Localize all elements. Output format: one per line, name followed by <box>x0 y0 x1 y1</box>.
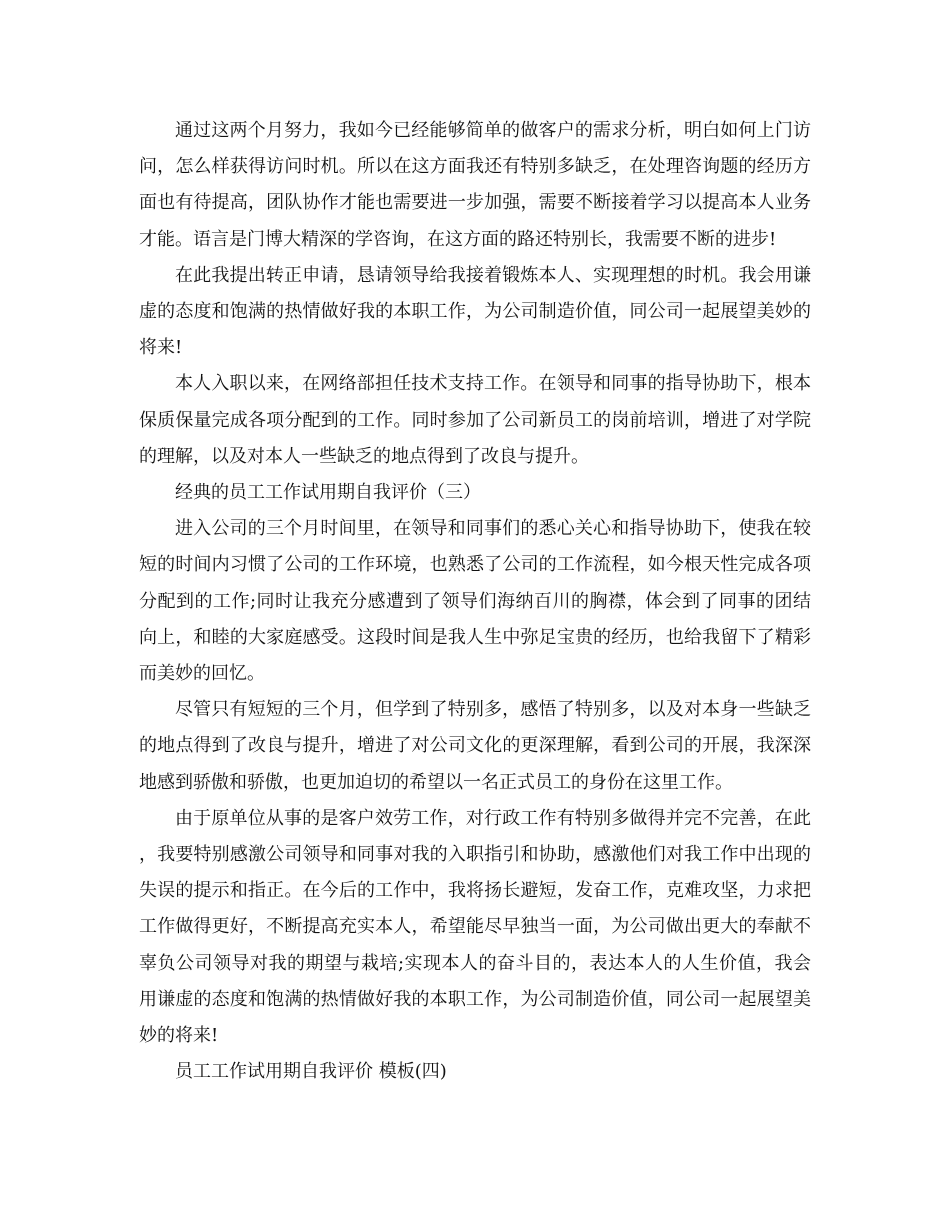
section-heading-4: 员工工作试用期自我评价 模板(四) <box>175 1061 447 1083</box>
paragraph-1: 通过这两个月努力，我如今已经能够简单的做客户的需求分析，明白如何上门访问，怎么样获得访问时机。所以在这方面我还有特别多缺乏，在处理咨询题的经历方面也有待提高，团队协作才能也需要进一步加强，需要不断接着学习以提高本人业务才能。语言是门博大精深的学咨询，在这方面的路还特别长，我需要不断的进步! <box>139 120 811 250</box>
paragraph-3: 本人入职以来，在网络部担任技术支持工作。在领导和同事的指导协助下，根本保质保量完成各项分配到的工作。同时参加了公司新员工的岗前培训，增进了对学院的理解，以及对本人一些缺乏的地点得到了改良与提升。 <box>139 373 811 467</box>
paragraph-6: 由于原单位从事的是客户效劳工作，对行政工作有特别多做得并完不完善，在此，我要特别感激公司领导和同事对我的入职指引和协助，感激他们对我工作中出现的失误的提示和指正。在今后的工作中，我将扬长避短，发奋工作，克难攻坚，力求把工作做得更好，不断提高充实本人，希望能尽早独当一面，为公司做出更大的奉献不辜负公司领导对我的期望与栽培;实现本人的奋斗目的，表达本人的人生价值，我会用谦虚的态度和饱满的热情做好我的本职工作，为公司制造价值，同公司一起展望美妙的将来! <box>139 807 811 1047</box>
section-heading-3: 经典的员工工作试用期自我评价（三） <box>175 482 481 504</box>
paragraph-2: 在此我提出转正申请，恳请领导给我接着锻炼本人、实现理想的时机。我会用谦虚的态度和饱满的热情做好我的本职工作，为公司制造价值，同公司一起展望美妙的将来! <box>139 264 811 359</box>
document-page <box>139 113 811 1090</box>
paragraph-5: 尽管只有短短的三个月，但学到了特别多，感悟了特别多，以及对本身一些缺乏的地点得到了改良与提升，增进了对公司文化的更深理解，看到公司的开展，我深深地感到骄傲和骄傲，也更加迫切的希望以一名正式员工的身份在这里工作。 <box>139 699 811 793</box>
paragraph-4: 进入公司的三个月时间里，在领导和同事们的悉心关心和指导协助下，使我在较短的时间内习惯了公司的工作环境，也熟悉了公司的工作流程，如今根天性完成各项分配到的工作;同时让我充分感遭到了领导们海纳百川的胸襟，体会到了同事的团结向上，和睦的大家庭感受。这段时间是我人生中弥足宝贵的经历，也给我留下了精彩而美妙的回忆。 <box>139 518 811 685</box>
